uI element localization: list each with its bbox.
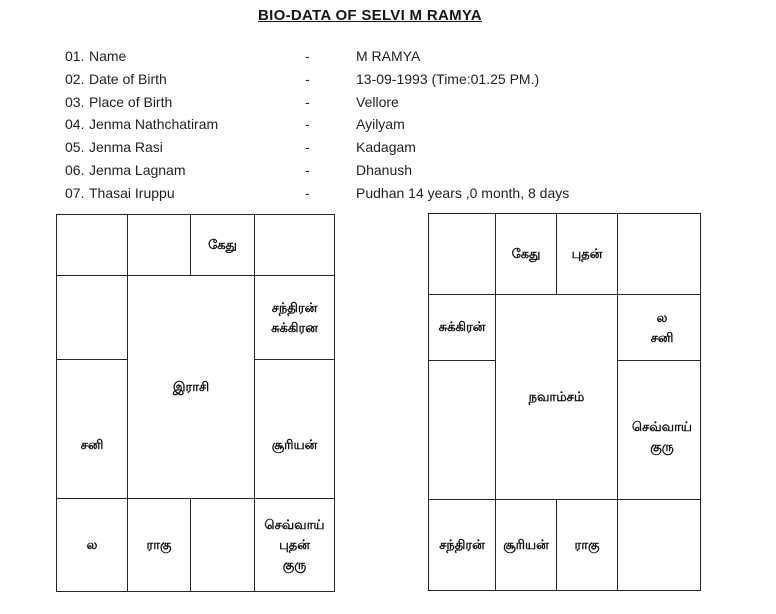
biodata-row-date-of-birth [65, 68, 725, 91]
rasi-cell-r1c1 [57, 215, 128, 276]
navamsam-cell-r1c4 [618, 214, 701, 295]
item-label: Name [89, 48, 127, 64]
planet-guru: குரு [650, 439, 674, 454]
planet-chandiran: சந்திரன் [439, 536, 485, 552]
item-separator: - [305, 116, 310, 133]
navamsam-cell-r4c4 [618, 500, 701, 591]
item-separator: - [305, 70, 310, 87]
navamsam-cell-r1c2 [496, 214, 557, 295]
title-bar [0, 7, 740, 25]
planet-kethu: கேது [511, 245, 541, 261]
item-separator: - [305, 93, 310, 110]
item-number: 01. [65, 48, 85, 64]
item-value: Ayilyam [356, 116, 405, 133]
biodata-row-jenma-rasi [65, 136, 725, 159]
navamsam-cell-r3c1 [429, 361, 496, 500]
planet-pudhan: புதன் [571, 245, 603, 261]
planet-sani: சனி [650, 329, 674, 345]
planet-guru: குரு [282, 557, 307, 572]
lagnam-marker: ல [86, 536, 98, 552]
navamsam-cell-r1c1 [429, 214, 496, 295]
item-separator: - [305, 48, 310, 64]
planet-sani: சனி [80, 436, 104, 452]
navamsam-cell-r2c1 [429, 295, 496, 361]
planet-sukkiran: சுக்கிரன் [438, 319, 486, 334]
item-label: Jenma Nathchatiram [89, 116, 219, 133]
item-value: 13-09-1993 (Time:01.25 PM.) [356, 70, 540, 87]
rasi-cell-r4c1 [57, 499, 128, 592]
item-label: Jenma Lagnam [89, 161, 186, 178]
page-title: BIO-DATA OF SELVI M RAMYA [258, 7, 482, 24]
rasi-cell-r4c3 [191, 499, 255, 592]
navamsam-cell-r3c4 [618, 361, 701, 500]
biodata-row-name [65, 45, 725, 68]
item-number: 05. [65, 139, 85, 156]
item-number: 02. [65, 70, 85, 87]
navamsam-cell-r1c3 [557, 214, 618, 295]
lagnam-marker: ல [656, 309, 668, 325]
biodata-row-place-of-birth [65, 91, 725, 114]
item-value: Pudhan 14 years ,0 month, 8 days [356, 184, 570, 201]
planet-sooriyan: சூரியன் [503, 536, 549, 552]
item-label: Place of Birth [89, 93, 173, 110]
navamsam-chart-table [428, 213, 701, 591]
item-value: Vellore [356, 93, 399, 110]
navamsam-cell-r4c1 [429, 500, 496, 591]
item-value: M RAMYA [356, 48, 421, 64]
navamsam-cell-r2c4 [618, 295, 701, 361]
rasi-cell-r4c2 [128, 499, 191, 592]
item-separator: - [305, 184, 310, 201]
biodata-row-jenma-lagnam [65, 159, 725, 182]
navamsam-cell-r4c2 [496, 500, 557, 591]
rasi-center-cell [128, 276, 255, 499]
rasi-cell-r2c4 [255, 276, 335, 360]
rasi-cell-r1c3 [191, 215, 255, 276]
planet-sooriyan: சூரியன் [271, 436, 318, 452]
item-number: 04. [65, 116, 85, 133]
rasi-chart-table [56, 214, 335, 592]
planet-pudhan: புதன் [279, 537, 310, 552]
rasi-cell-r1c4 [255, 215, 335, 276]
planet-rahu: ராகு [146, 536, 172, 552]
item-label: Thasai Iruppu [89, 184, 175, 201]
planet-sukkiran: சுக்கிரன [271, 319, 318, 335]
rasi-chart-label: இராசி [172, 378, 210, 394]
biodata-list [65, 45, 725, 205]
rasi-cell-r1c2 [128, 215, 191, 276]
planet-sevvai: செவ்வாய் [631, 419, 693, 434]
biodata-row-thasai-iruppu [65, 182, 725, 205]
item-value: Dhanush [356, 161, 413, 178]
rasi-cell-r3c1 [57, 360, 128, 499]
planet-rahu: ராகு [574, 536, 600, 552]
item-number: 06. [65, 161, 85, 178]
navamsam-chart-label: நவாம்சம் [528, 388, 585, 404]
planet-chandiran: சந்திரன் [271, 299, 318, 315]
item-separator: - [305, 139, 310, 156]
navamsam-center-cell [496, 295, 618, 500]
planet-kethu: கேது [208, 236, 237, 252]
rasi-cell-r2c1 [57, 276, 128, 360]
item-number: 07. [65, 184, 85, 201]
item-separator: - [305, 161, 310, 178]
rasi-cell-r3c4 [255, 360, 335, 499]
item-label: Date of Birth [89, 70, 167, 87]
rasi-cell-r4c4 [255, 499, 335, 592]
biodata-row-jenma-nathchatiram [65, 113, 725, 136]
item-value: Kadagam [356, 139, 416, 156]
item-label: Jenma Rasi [89, 139, 163, 156]
item-number: 03. [65, 93, 85, 110]
navamsam-cell-r4c3 [557, 500, 618, 591]
planet-sevvai: செவ்வாய் [264, 517, 325, 532]
